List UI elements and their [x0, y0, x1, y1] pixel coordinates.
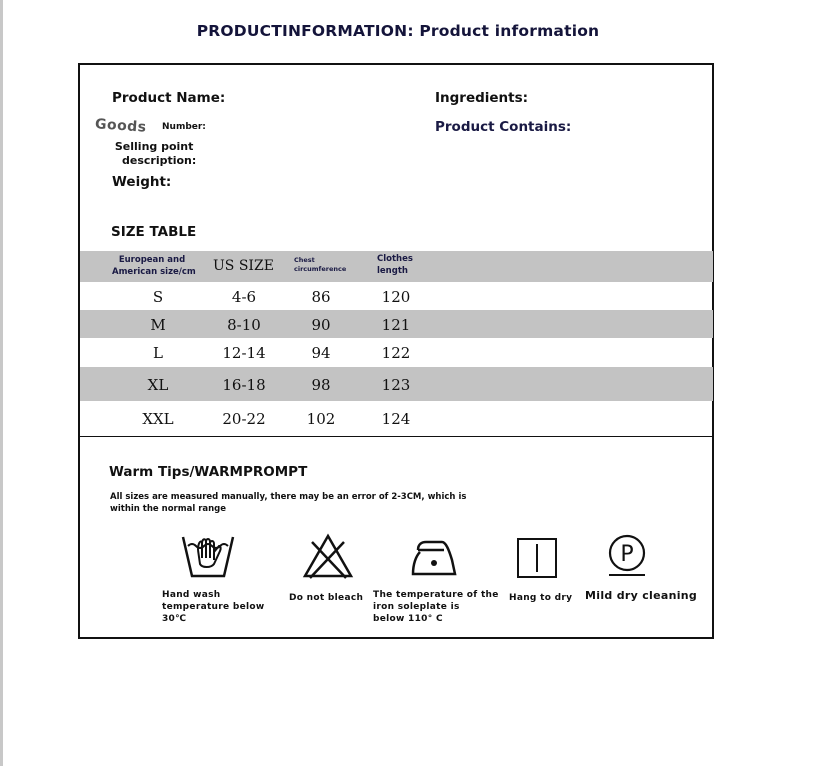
- hand-wash-line1: Hand wash: [162, 590, 221, 600]
- table-row: [80, 367, 713, 401]
- dry-clean-symbol: P: [620, 542, 634, 567]
- hand-wash-icon: [180, 534, 236, 580]
- hand-wash-line2: temperature below: [162, 602, 265, 612]
- header-eu-size-line1: European and: [118, 255, 186, 265]
- header-length: [377, 253, 413, 277]
- header-chest-line2: circumference: [294, 265, 347, 273]
- cell-us: 12-14: [222, 344, 266, 362]
- cell-size: XXL: [142, 410, 174, 428]
- table-row: [80, 401, 713, 436]
- iron-icon: [410, 538, 458, 578]
- cell-us: 20-22: [222, 410, 266, 428]
- no-bleach-label: Do not bleach: [289, 593, 364, 603]
- hang-dry-label: Hang to dry: [509, 593, 573, 603]
- cell-length: 124: [381, 410, 411, 428]
- cell-chest: 86: [311, 288, 331, 306]
- ingredients-label: Ingredients:: [435, 90, 529, 106]
- no-bleach-icon: [302, 533, 354, 579]
- selling-point-line2: description:: [122, 154, 197, 167]
- header-chest-line1: Chest: [294, 256, 315, 264]
- header-eu-size: [112, 254, 196, 278]
- selling-point-line1: Selling point: [114, 140, 194, 153]
- iron-line1: The temperature of the: [373, 590, 499, 600]
- warm-tips-text: [110, 491, 490, 515]
- selling-point-label: [112, 140, 196, 168]
- cell-length: 121: [381, 316, 411, 334]
- size-table-header-row: [80, 251, 713, 282]
- warm-tips-line2: within the normal range: [110, 504, 227, 514]
- cell-chest: 102: [306, 410, 336, 428]
- cell-length: 123: [381, 376, 411, 394]
- cell-us: 8-10: [227, 316, 261, 334]
- weight-label: Weight:: [112, 174, 172, 190]
- cell-length: 120: [381, 288, 411, 306]
- header-length-line2: length: [377, 266, 408, 276]
- header-chest: [294, 256, 346, 274]
- warm-tips-line1: All sizes are measured manually, there may be an error of 2-3CM, which is: [110, 492, 467, 502]
- product-contains-label: Product Contains:: [435, 119, 572, 135]
- table-row: [80, 282, 713, 310]
- section-divider: [80, 436, 713, 437]
- dry-clean-icon: [605, 534, 649, 578]
- cell-size: XL: [147, 376, 169, 394]
- cell-size: L: [153, 344, 163, 362]
- cell-us: 16-18: [222, 376, 266, 394]
- page-title: PRODUCTINFORMATION: Product information: [196, 22, 600, 40]
- hand-wash-label: [162, 589, 264, 625]
- cell-size: S: [152, 288, 164, 306]
- table-row: [80, 310, 713, 338]
- header-eu-size-line2: American size/cm: [112, 267, 196, 277]
- table-row: [80, 338, 713, 367]
- product-name-label: Product Name:: [112, 90, 226, 106]
- dry-clean-label: Mild dry cleaning: [585, 589, 698, 602]
- cell-chest: 98: [311, 376, 331, 394]
- iron-line2: iron soleplate is: [373, 602, 460, 612]
- cell-size: M: [150, 316, 166, 334]
- goods-label: Goods: [94, 116, 148, 136]
- warm-tips-title: Warm Tips/WARMPROMPT: [109, 464, 308, 480]
- hang-dry-icon: [516, 537, 558, 579]
- hand-wash-line3: 30℃: [162, 614, 187, 624]
- header-length-line1: Clothes: [377, 254, 413, 264]
- header-us-size: US SIZE: [213, 258, 274, 274]
- iron-line3: below 110° C: [373, 614, 443, 624]
- cell-chest: 94: [311, 344, 331, 362]
- cell-us: 4-6: [231, 288, 257, 306]
- number-label: Number:: [162, 122, 206, 132]
- cell-chest: 90: [311, 316, 331, 334]
- iron-label: [373, 589, 499, 625]
- left-edge-rule: [0, 0, 3, 766]
- cell-length: 122: [381, 344, 411, 362]
- size-table-title: SIZE TABLE: [111, 224, 197, 240]
